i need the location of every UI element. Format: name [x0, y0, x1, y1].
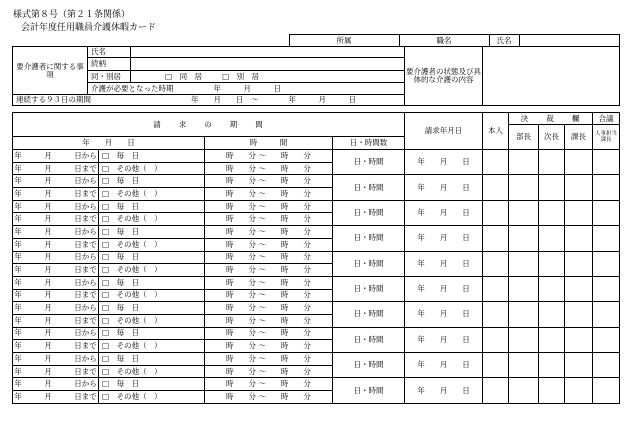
dept-head-seal-field[interactable]: [509, 150, 539, 175]
end-date-field[interactable]: 年 月 日まで: [13, 162, 99, 175]
end-date-field[interactable]: 年 月 日まで: [13, 340, 99, 353]
request-date-field[interactable]: 年 月 日: [405, 378, 483, 403]
continuous-period-value[interactable]: 年 月 日 ～ 年 月 日: [191, 95, 356, 104]
time-range-field[interactable]: 時 分 ～ 時 分: [205, 251, 333, 264]
days-hours-field[interactable]: 日・時間: [333, 378, 405, 403]
continuous-period-label: 連続する９３日の期間: [16, 95, 91, 104]
hr-head-seal-field[interactable]: [593, 150, 620, 175]
dept-head-seal-field[interactable]: [509, 353, 539, 378]
section-head-seal-field[interactable]: [565, 175, 593, 200]
time-column-header: 時 間: [205, 137, 333, 150]
care-state-field[interactable]: [483, 47, 620, 106]
hr-head-seal-field[interactable]: [593, 353, 620, 378]
dept-head-seal-field[interactable]: [509, 200, 539, 225]
care-name-label: 氏名: [88, 47, 131, 58]
table-row: [13, 150, 620, 163]
affiliation-label: 所属: [289, 35, 399, 47]
cohabit-options[interactable]: [131, 71, 405, 83]
hr-head-seal-field[interactable]: [593, 302, 620, 327]
days-hours-field[interactable]: 日・時間: [333, 327, 405, 352]
end-date-field[interactable]: 年 月 日まで: [13, 365, 99, 378]
approval-header: 決 裁 欄: [509, 113, 593, 125]
self-seal-field[interactable]: [483, 276, 509, 301]
days-hours-field[interactable]: 日・時間: [333, 226, 405, 251]
section-head-seal-field[interactable]: [565, 276, 593, 301]
every-day-checkbox[interactable]: □ 毎 日: [99, 276, 205, 289]
time-range-field[interactable]: 時 分 ～ 時 分: [205, 276, 333, 289]
employee-name-label: 氏名: [489, 35, 519, 47]
hr-head-seal-field[interactable]: [593, 226, 620, 251]
hr-head-seal-field[interactable]: [593, 200, 620, 225]
time-range-field[interactable]: 時 分 ～ 時 分: [205, 238, 333, 251]
time-range-field[interactable]: 時 分 ～ 時 分: [205, 391, 333, 404]
every-day-checkbox[interactable]: □ 毎 日: [99, 327, 205, 340]
sub-head-seal-field[interactable]: [539, 302, 565, 327]
sub-head-seal-field[interactable]: [539, 226, 565, 251]
end-date-field[interactable]: 年 月 日まで: [13, 289, 99, 302]
days-hours-field[interactable]: 日・時間: [333, 200, 405, 225]
request-table: [12, 112, 620, 404]
self-seal-field[interactable]: [483, 378, 509, 403]
section-head-seal-field[interactable]: [565, 251, 593, 276]
care-need-row: [88, 83, 405, 95]
request-date-field[interactable]: 年 月 日: [405, 150, 483, 175]
request-date-field[interactable]: 年 月 日: [405, 353, 483, 378]
other-checkbox[interactable]: □ その他（ ）: [99, 314, 205, 327]
end-date-field[interactable]: 年 月 日まで: [13, 238, 99, 251]
other-checkbox[interactable]: □ その他（ ）: [99, 289, 205, 302]
section-head-header: 課長: [565, 125, 593, 150]
request-date-field[interactable]: 年 月 日: [405, 200, 483, 225]
care-state-label: 要介護者の状態及び具体的な介護の内容: [405, 47, 483, 106]
consult-header: 合議: [593, 113, 620, 125]
self-seal-field[interactable]: [483, 251, 509, 276]
self-seal-field[interactable]: [483, 327, 509, 352]
time-range-field[interactable]: 時 分 ～ 時 分: [205, 264, 333, 277]
relation-label: 続柄: [88, 58, 131, 71]
end-date-field[interactable]: 年 月 日まで: [13, 264, 99, 277]
table-row: [13, 175, 620, 188]
time-range-field[interactable]: 時 分 ～ 時 分: [205, 378, 333, 391]
other-checkbox[interactable]: □ その他（ ）: [99, 264, 205, 277]
section-head-seal-field[interactable]: [565, 327, 593, 352]
cohabit-label: 同・別居: [88, 71, 131, 83]
table-row: [13, 327, 620, 340]
request-date-field[interactable]: 年 月 日: [405, 226, 483, 251]
start-date-field[interactable]: 年 月 日から: [13, 226, 99, 239]
other-checkbox[interactable]: □ その他（ ）: [99, 365, 205, 378]
start-date-field[interactable]: 年 月 日から: [13, 251, 99, 264]
care-need-date[interactable]: 年 月 日: [213, 83, 281, 93]
self-seal-field[interactable]: [483, 353, 509, 378]
dept-head-seal-field[interactable]: [509, 226, 539, 251]
table-row: [13, 378, 620, 391]
dept-head-seal-field[interactable]: [509, 276, 539, 301]
every-day-checkbox[interactable]: □ 毎 日: [99, 226, 205, 239]
start-date-field[interactable]: 年 月 日から: [13, 175, 99, 188]
start-date-field[interactable]: 年 月 日から: [13, 353, 99, 366]
time-range-field[interactable]: 時 分 ～ 時 分: [205, 340, 333, 353]
dept-head-seal-field[interactable]: [509, 327, 539, 352]
cohabit-same-checkbox[interactable]: □ 同 居: [165, 71, 203, 81]
sub-head-seal-field[interactable]: [539, 327, 565, 352]
hr-head-seal-field[interactable]: [593, 327, 620, 352]
start-date-field[interactable]: 年 月 日から: [13, 378, 99, 391]
table-row: [13, 251, 620, 264]
sub-head-header: 次長: [539, 125, 565, 150]
end-date-field[interactable]: 年 月 日まで: [13, 391, 99, 404]
form-title: 会計年度任用職員介護休暇カード: [21, 23, 157, 33]
table-row: [13, 226, 620, 239]
sub-head-seal-field[interactable]: [539, 200, 565, 225]
time-range-field[interactable]: 時 分 ～ 時 分: [205, 188, 333, 201]
time-range-field[interactable]: 時 分 ～ 時 分: [205, 353, 333, 366]
request-date-field[interactable]: 年 月 日: [405, 251, 483, 276]
dept-head-seal-field[interactable]: [509, 302, 539, 327]
sub-head-seal-field[interactable]: [539, 276, 565, 301]
hr-head-seal-field[interactable]: [593, 251, 620, 276]
start-date-field[interactable]: 年 月 日から: [13, 276, 99, 289]
days-hours-field[interactable]: 日・時間: [333, 175, 405, 200]
every-day-checkbox[interactable]: □ 毎 日: [99, 378, 205, 391]
sub-head-seal-field[interactable]: [539, 353, 565, 378]
days-hours-field[interactable]: 日・時間: [333, 302, 405, 327]
table-row: [13, 302, 620, 315]
other-checkbox[interactable]: □ その他（ ）: [99, 340, 205, 353]
care-info-table: [12, 46, 620, 106]
continuous-period-row: [13, 95, 405, 106]
request-date-field[interactable]: 年 月 日: [405, 302, 483, 327]
start-date-field[interactable]: 年 月 日から: [13, 200, 99, 213]
every-day-checkbox[interactable]: □ 毎 日: [99, 175, 205, 188]
other-checkbox[interactable]: □ その他（ ）: [99, 213, 205, 226]
other-checkbox[interactable]: □ その他（ ）: [99, 188, 205, 201]
section-head-seal-field[interactable]: [565, 353, 593, 378]
section-head-seal-field[interactable]: [565, 378, 593, 403]
dept-head-seal-field[interactable]: [509, 175, 539, 200]
every-day-checkbox[interactable]: □ 毎 日: [99, 251, 205, 264]
time-range-field[interactable]: 時 分 ～ 時 分: [205, 365, 333, 378]
end-date-field[interactable]: 年 月 日まで: [13, 213, 99, 226]
care-name-field[interactable]: [131, 47, 405, 58]
date-column-header: 年 月 日: [13, 137, 205, 150]
days-hours-field[interactable]: 日・時間: [333, 353, 405, 378]
dept-head-seal-field[interactable]: [509, 251, 539, 276]
self-seal-field[interactable]: [483, 226, 509, 251]
table-row: [13, 276, 620, 289]
form-number: 様式第８号（第２１条関係）: [13, 10, 131, 20]
dept-head-seal-field[interactable]: [509, 378, 539, 403]
table-row: [13, 200, 620, 213]
relation-field[interactable]: [131, 58, 405, 71]
section-head-seal-field[interactable]: [565, 226, 593, 251]
start-date-field[interactable]: 年 月 日から: [13, 302, 99, 315]
sub-head-seal-field[interactable]: [539, 150, 565, 175]
self-seal-field[interactable]: [483, 302, 509, 327]
every-day-checkbox[interactable]: □ 毎 日: [99, 150, 205, 163]
request-date-header: 請求年月日: [405, 113, 483, 150]
days-hours-field[interactable]: 日・時間: [333, 276, 405, 301]
other-checkbox[interactable]: □ その他（ ）: [99, 391, 205, 404]
section-head-seal-field[interactable]: [565, 302, 593, 327]
care-section-label: 要介護者に関する事項: [13, 47, 88, 95]
start-date-field[interactable]: 年 月 日から: [13, 150, 99, 163]
section-head-seal-field[interactable]: [565, 200, 593, 225]
hr-head-seal-field[interactable]: [593, 276, 620, 301]
every-day-checkbox[interactable]: □ 毎 日: [99, 200, 205, 213]
table-row: [13, 353, 620, 366]
time-range-field[interactable]: 時 分 ～ 時 分: [205, 314, 333, 327]
hr-head-header: 人事担当課長: [593, 125, 620, 150]
time-range-field[interactable]: 時 分 ～ 時 分: [205, 302, 333, 315]
self-seal-field[interactable]: [483, 150, 509, 175]
self-header: 本人: [483, 113, 509, 150]
end-date-field[interactable]: 年 月 日まで: [13, 188, 99, 201]
time-range-field[interactable]: 時 分 ～ 時 分: [205, 200, 333, 213]
end-date-field[interactable]: 年 月 日まで: [13, 314, 99, 327]
time-range-field[interactable]: 時 分 ～ 時 分: [205, 175, 333, 188]
position-label: 職名: [399, 35, 489, 47]
request-date-field[interactable]: 年 月 日: [405, 175, 483, 200]
sub-head-seal-field[interactable]: [539, 251, 565, 276]
time-range-field[interactable]: 時 分 ～ 時 分: [205, 162, 333, 175]
time-range-field[interactable]: 時 分 ～ 時 分: [205, 213, 333, 226]
other-checkbox[interactable]: □ その他（ ）: [99, 162, 205, 175]
sub-head-seal-field[interactable]: [539, 378, 565, 403]
hr-head-seal-field[interactable]: [593, 175, 620, 200]
self-seal-field[interactable]: [483, 200, 509, 225]
request-period-header: 請 求 の 期 間: [13, 113, 405, 137]
every-day-checkbox[interactable]: □ 毎 日: [99, 353, 205, 366]
care-need-label: 介護が必要となった時期: [91, 83, 174, 93]
time-range-field[interactable]: 時 分 ～ 時 分: [205, 327, 333, 340]
request-date-field[interactable]: 年 月 日: [405, 276, 483, 301]
cohabit-separate-checkbox[interactable]: □ 別 居: [222, 71, 260, 81]
section-head-seal-field[interactable]: [565, 150, 593, 175]
days-column-header: 日・時間数: [333, 137, 405, 150]
every-day-checkbox[interactable]: □ 毎 日: [99, 302, 205, 315]
dept-head-header: 部長: [509, 125, 539, 150]
time-range-field[interactable]: 時 分 ～ 時 分: [205, 226, 333, 239]
other-checkbox[interactable]: □ その他（ ）: [99, 238, 205, 251]
self-seal-field[interactable]: [483, 175, 509, 200]
request-date-field[interactable]: 年 月 日: [405, 327, 483, 352]
employee-name-field[interactable]: [519, 35, 619, 47]
start-date-field[interactable]: 年 月 日から: [13, 327, 99, 340]
time-range-field[interactable]: 時 分 ～ 時 分: [205, 150, 333, 163]
days-hours-field[interactable]: 日・時間: [333, 251, 405, 276]
days-hours-field[interactable]: 日・時間: [333, 150, 405, 175]
time-range-field[interactable]: 時 分 ～ 時 分: [205, 289, 333, 302]
hr-head-seal-field[interactable]: [593, 378, 620, 403]
sub-head-seal-field[interactable]: [539, 175, 565, 200]
